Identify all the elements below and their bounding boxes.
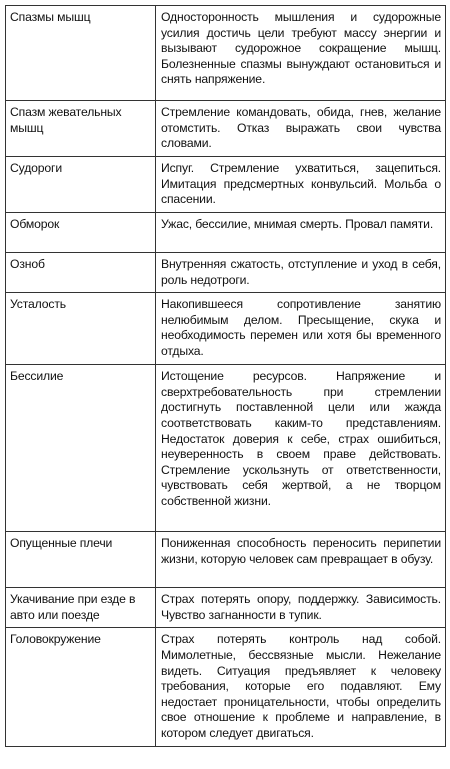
symptom-description: Односторонность мышления и судорожные усилия достичь цели требуют массу энергии и вызывают судорожное сокращение мышц. Болезненные спазмы вынуждают остановиться и снять напряжение. [156,6,446,101]
symptom-term: Спазмы мышц [6,6,156,101]
symptom-term: Усталость [6,293,156,365]
symptom-term: Укачивание при езде в авто или поезде [6,588,156,628]
table-row [6,6,446,101]
symptom-description: Ужас, бессилие, мнимая смерть. Провал памяти. [156,213,446,253]
symptom-term: Опущенные плечи [6,532,156,588]
symptom-description: Страх потерять контроль над собой. Мимолетные, бессвязные мысли. Нежелание видеть. Ситуация предъявляет к человеку требования, которые его подавляют. Ему недостает проницательности, чтобы определить свое отношение к проблеме и направление, в котором следует двигаться. [156,628,446,747]
symptom-description: Истощение ресурсов. Напряжение и сверхтребовательность при стремлении достигнуть поставленной цели или жажда соответствовать каким-то представлениям. Недостаток доверия к себе, страх ошибиться, неуверенность в своем праве действовать. Стремление ускользнуть от ответственности, чувствовать себя жертвой, а не творцом собственной жизни. [156,365,446,532]
table-row [6,588,446,628]
symptom-meaning-table [5,5,446,747]
table-row [6,101,446,157]
table-row [6,628,446,747]
symptom-term: Спазм жевательных мышц [6,101,156,157]
symptom-term: Бессилие [6,365,156,532]
table-row [6,365,446,532]
symptom-description: Стремление командовать, обида, гнев, желание отомстить. Отказ выражать свои чувства словами. [156,101,446,157]
symptom-term: Головокружение [6,628,156,747]
table-row [6,293,446,365]
table-row [6,157,446,213]
symptom-term: Обморок [6,213,156,253]
table-row [6,532,446,588]
symptom-description: Пониженная способность переносить перипетии жизни, которую человек сам превращает в обузу. [156,532,446,588]
symptom-term: Озноб [6,253,156,293]
table-row [6,253,446,293]
symptom-description: Накопившееся сопротивление занятию нелюбимым делом. Пресыщение, скука и необходимость перемен или хотя бы временного отдыха. [156,293,446,365]
symptom-term: Судороги [6,157,156,213]
symptom-description: Испуг. Стремление ухватиться, зацепиться. Имитация предсмертных конвульсий. Мольба о спасении. [156,157,446,213]
symptom-description: Страх потерять опору, поддержку. Зависимость. Чувство загнанности в тупик. [156,588,446,628]
table-row [6,213,446,253]
symptom-description: Внутренняя сжатость, отступление и уход в себя, роль недотроги. [156,253,446,293]
